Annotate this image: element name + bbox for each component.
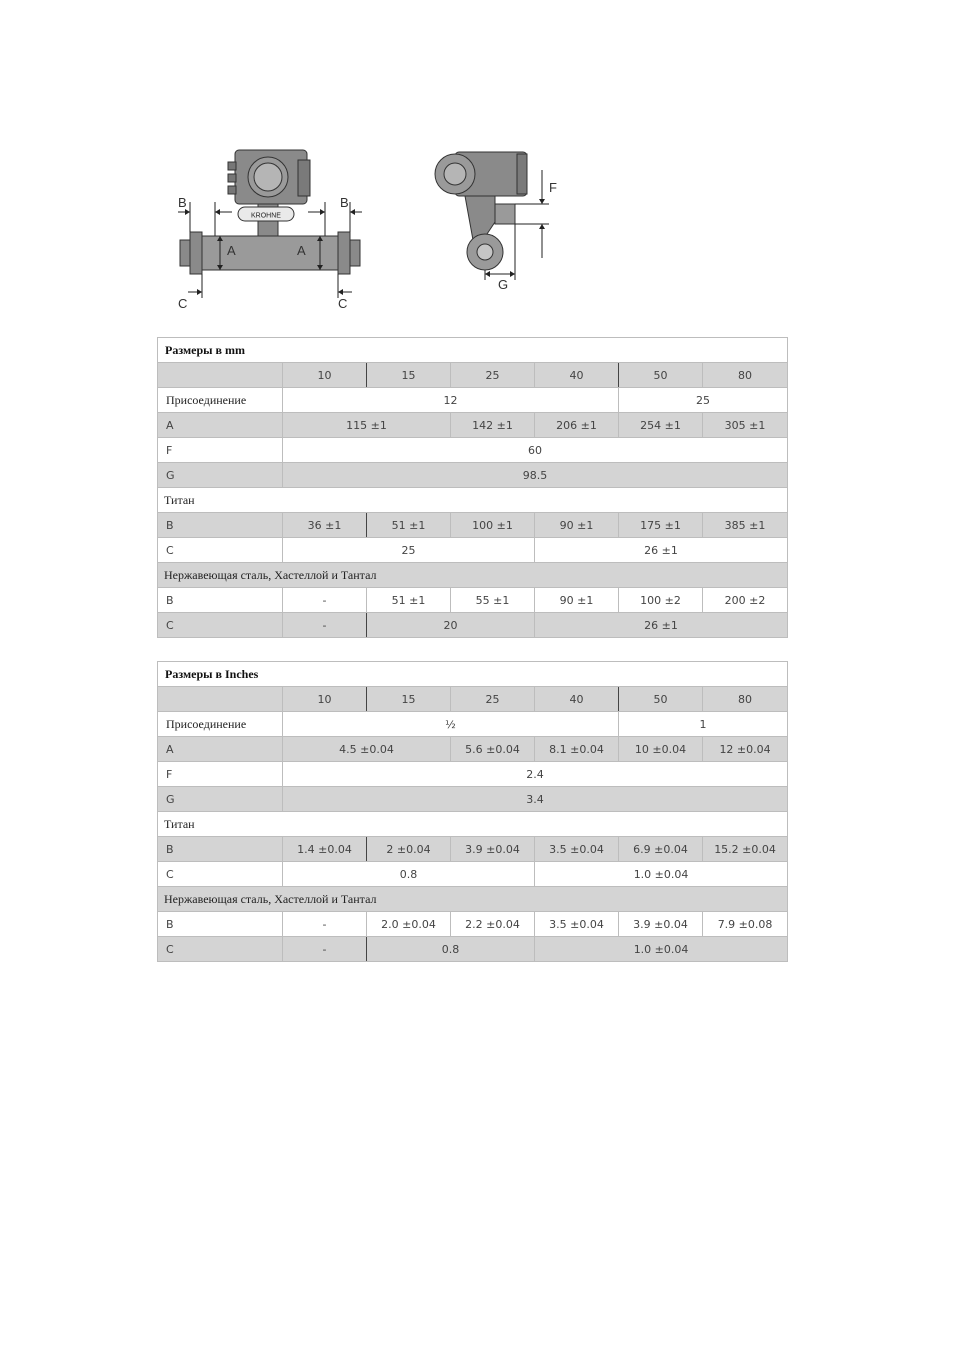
row-label: Присоединение xyxy=(158,712,283,737)
section-label: Титан xyxy=(158,488,788,513)
row-label: C xyxy=(158,862,283,887)
table-row-steel-b xyxy=(158,588,788,613)
value-cell: 2.4 xyxy=(283,762,788,787)
size-cell: 50 xyxy=(619,687,703,712)
table-title: Размеры в Inches xyxy=(158,662,788,687)
row-label: C xyxy=(158,538,283,563)
section-steel xyxy=(158,563,788,588)
section-label: Нержавеющая сталь, Хастеллой и Тантал xyxy=(158,563,788,588)
value-cell: 3.9 ±0.04 xyxy=(451,837,535,862)
table-row-a xyxy=(158,413,788,438)
section-label: Титан xyxy=(158,812,788,837)
value-cell: 115 ±1 xyxy=(283,413,451,438)
table-row-connection xyxy=(158,388,788,413)
value-cell: 305 ±1 xyxy=(703,413,788,438)
label-c-left: C xyxy=(178,296,188,311)
size-cell: 15 xyxy=(367,363,451,388)
label-c-right: C xyxy=(338,296,348,311)
value-cell: 26 ±1 xyxy=(535,613,788,638)
value-cell: 2.0 ±0.04 xyxy=(367,912,451,937)
table-row-f xyxy=(158,762,788,787)
table-row-g xyxy=(158,787,788,812)
value-cell: 175 ±1 xyxy=(619,513,703,538)
value-cell: 26 ±1 xyxy=(535,538,788,563)
table-row-titan-c xyxy=(158,862,788,887)
row-label: B xyxy=(158,588,283,613)
table-row-sizes xyxy=(158,687,788,712)
table-row-steel-c xyxy=(158,937,788,962)
table-row-f xyxy=(158,438,788,463)
value-cell: - xyxy=(283,937,367,962)
row-label: G xyxy=(158,463,283,488)
size-cell: 10 xyxy=(283,687,367,712)
value-cell: 385 ±1 xyxy=(703,513,788,538)
value-cell: - xyxy=(283,912,367,937)
value-cell: 1 xyxy=(619,712,788,737)
value-cell: 200 ±2 xyxy=(703,588,788,613)
value-cell: 12 xyxy=(283,388,619,413)
value-cell: 142 ±1 xyxy=(451,413,535,438)
size-cell: 25 xyxy=(451,687,535,712)
value-cell: 254 ±1 xyxy=(619,413,703,438)
size-cell: 40 xyxy=(535,363,619,388)
table-row-connection xyxy=(158,712,788,737)
value-cell: - xyxy=(283,588,367,613)
value-cell: 60 xyxy=(283,438,788,463)
value-cell: 51 ±1 xyxy=(367,588,451,613)
size-cell: 50 xyxy=(619,363,703,388)
table-row-titan-b xyxy=(158,837,788,862)
value-cell: 15.2 ±0.04 xyxy=(703,837,788,862)
value-cell: 5.6 ±0.04 xyxy=(451,737,535,762)
value-cell: 100 ±2 xyxy=(619,588,703,613)
value-cell: 3.5 ±0.04 xyxy=(535,912,619,937)
table-row-steel-b xyxy=(158,912,788,937)
section-titan xyxy=(158,488,788,513)
table-row-titan-b xyxy=(158,513,788,538)
size-cell: 40 xyxy=(535,687,619,712)
table-row-titan-c xyxy=(158,538,788,563)
dimensions-mm-table xyxy=(157,337,788,638)
label-b-left: B xyxy=(178,195,187,210)
value-cell: 90 ±1 xyxy=(535,588,619,613)
size-cell: 15 xyxy=(367,687,451,712)
brand-badge-text: KROHNE xyxy=(251,212,281,220)
value-cell: 1.0 ±0.04 xyxy=(535,862,788,887)
table-row-g xyxy=(158,463,788,488)
value-cell: 25 xyxy=(619,388,788,413)
value-cell: 3.5 ±0.04 xyxy=(535,837,619,862)
row-label: Присоединение xyxy=(158,388,283,413)
label-b-right: B xyxy=(340,195,349,210)
section-label: Нержавеющая сталь, Хастеллой и Тантал xyxy=(158,887,788,912)
table-row-a xyxy=(158,737,788,762)
label-f: F xyxy=(549,180,557,195)
section-titan xyxy=(158,812,788,837)
row-label: F xyxy=(158,762,283,787)
table-row-sizes xyxy=(158,363,788,388)
value-cell: 0.8 xyxy=(283,862,535,887)
value-cell: 12 ±0.04 xyxy=(703,737,788,762)
value-cell: 90 ±1 xyxy=(535,513,619,538)
row-label: A xyxy=(158,413,283,438)
flowmeter-front-view-diagram xyxy=(160,140,390,320)
value-cell: 51 ±1 xyxy=(367,513,451,538)
row-label: A xyxy=(158,737,283,762)
value-cell: 6.9 ±0.04 xyxy=(619,837,703,862)
size-cell: 25 xyxy=(451,363,535,388)
dimensions-inches-table xyxy=(157,661,788,962)
value-cell: 206 ±1 xyxy=(535,413,619,438)
value-cell: - xyxy=(283,613,367,638)
value-cell: 4.5 ±0.04 xyxy=(283,737,451,762)
value-cell: 10 ±0.04 xyxy=(619,737,703,762)
value-cell: 98.5 xyxy=(283,463,788,488)
value-cell: 3.4 xyxy=(283,787,788,812)
value-cell: 1.4 ±0.04 xyxy=(283,837,367,862)
label-a-left: A xyxy=(227,243,236,258)
section-steel xyxy=(158,887,788,912)
value-cell: 100 ±1 xyxy=(451,513,535,538)
value-cell: 2 ±0.04 xyxy=(367,837,451,862)
label-a-right: A xyxy=(297,243,306,258)
row-label: G xyxy=(158,787,283,812)
value-cell: 7.9 ±0.08 xyxy=(703,912,788,937)
value-cell: 2.2 ±0.04 xyxy=(451,912,535,937)
row-label: B xyxy=(158,912,283,937)
row-label: C xyxy=(158,937,283,962)
size-cell: 80 xyxy=(703,687,788,712)
value-cell: 55 ±1 xyxy=(451,588,535,613)
size-cell: 80 xyxy=(703,363,788,388)
row-label: C xyxy=(158,613,283,638)
value-cell: 20 xyxy=(367,613,535,638)
table-row-steel-c xyxy=(158,613,788,638)
value-cell: 25 xyxy=(283,538,535,563)
value-cell: 1.0 ±0.04 xyxy=(535,937,788,962)
row-label: B xyxy=(158,837,283,862)
size-cell: 10 xyxy=(283,363,367,388)
value-cell: 8.1 ±0.04 xyxy=(535,737,619,762)
value-cell: ½ xyxy=(283,712,619,737)
row-label: F xyxy=(158,438,283,463)
value-cell: 36 ±1 xyxy=(283,513,367,538)
table-title: Размеры в mm xyxy=(158,338,788,363)
row-label: B xyxy=(158,513,283,538)
flowmeter-side-view-diagram xyxy=(425,140,575,295)
label-g: G xyxy=(498,277,509,292)
value-cell: 0.8 xyxy=(367,937,535,962)
value-cell: 3.9 ±0.04 xyxy=(619,912,703,937)
